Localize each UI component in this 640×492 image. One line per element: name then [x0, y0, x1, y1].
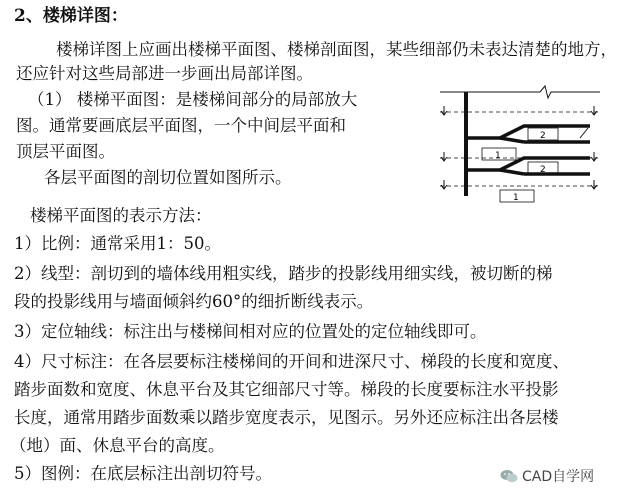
- item-2-line-1: 2）线型：剖切到的墙体线用粗实线，踏步的投影线用细实线，被切断的梯: [14, 264, 553, 283]
- plan-line-2: 图。通常要画底层平面图，一个中间层平面和: [16, 116, 346, 135]
- item-1: 1）比例：通常采用1：50。: [14, 234, 221, 253]
- item-3: 3）定位轴线：标注出与楼梯间相对应的位置处的定位轴线即可。: [14, 322, 487, 341]
- item-4-line-1: 4）尺寸标注：在各层要标注楼梯间的开间和进深尺寸、梯段的长度和宽度、: [14, 352, 569, 371]
- diagram-label-2a: 2: [540, 131, 546, 141]
- section-heading: 2、楼梯详图：: [14, 6, 128, 26]
- diagram-label-2b: 2: [540, 165, 546, 175]
- plan-line-1: （1） 楼梯平面图：是楼梯间部分的局部放大: [28, 90, 358, 109]
- stair-section-diagram: [420, 78, 610, 218]
- plan-line-3: 顶层平面图。: [16, 142, 115, 161]
- item-4-line-3: 长度，通常用踏步面数乘以踏步宽度表示，见图示。另外还应标注出各层楼: [14, 408, 559, 427]
- diagram-label-1a: 1: [495, 151, 501, 161]
- method-title: 楼梯平面图的表示方法：: [30, 206, 212, 225]
- item-5: 5）图例：在底层标注出剖切符号。: [14, 464, 272, 483]
- wechat-icon: [500, 469, 518, 483]
- item-2-line-2: 段的投影线用与墙面倾斜约60°的细折断线表示。: [14, 292, 374, 311]
- plan-line-4: 各层平面图的剖切位置如图所示。: [44, 168, 292, 187]
- item-4-line-4: （地）面、休息平台的高度。: [10, 436, 225, 455]
- watermark-text: CAD自学网: [522, 469, 595, 485]
- diagram-label-1c: 1: [513, 193, 519, 203]
- intro-line-1: 楼梯详图上应画出楼梯平面图、楼梯剖面图，某些细部仍未表达清楚的地方，: [56, 40, 617, 59]
- watermark: [500, 466, 594, 486]
- intro-line-2: 还应针对这些局部进一步画出局部详图。: [16, 64, 313, 83]
- item-4-line-2: 踏步面数和宽度、休息平台及其它细部尺寸等。梯段的长度要标注水平投影: [14, 380, 559, 399]
